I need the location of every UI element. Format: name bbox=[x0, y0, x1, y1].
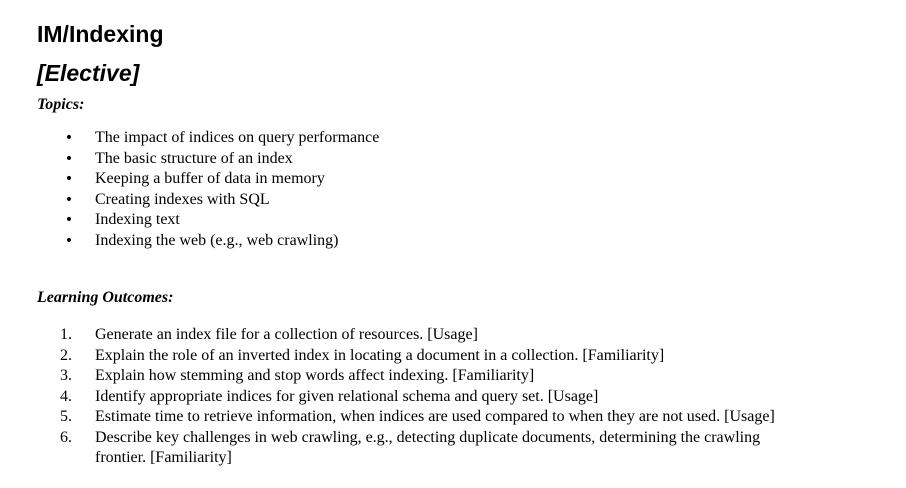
outcome-item bbox=[0, 366, 835, 387]
outcome-text: Explain the role of an inverted index in locating a document in a collection. [Familiarity] bbox=[95, 346, 665, 364]
topics-list bbox=[0, 128, 835, 251]
outcome-number: 5. bbox=[60, 408, 72, 425]
topic-item bbox=[0, 149, 835, 170]
topic-item bbox=[0, 231, 835, 252]
bullet-icon: • bbox=[64, 232, 74, 249]
outcome-number: 2. bbox=[60, 346, 72, 364]
page-title: IM/Indexing bbox=[37, 21, 164, 47]
bullet-icon: • bbox=[64, 212, 74, 228]
learning-outcomes-list bbox=[0, 325, 835, 469]
bullet-icon: • bbox=[64, 191, 74, 208]
topic-item bbox=[0, 210, 835, 231]
bullet-icon: • bbox=[64, 130, 74, 146]
bullet-icon: • bbox=[64, 150, 74, 167]
outcome-text: Generate an index file for a collection of resources. [Usage] bbox=[95, 326, 478, 343]
outcome-text: Describe key challenges in web crawling, e.g., detecting duplicate documents, determining the crawling frontier. [Familiarity] bbox=[95, 428, 761, 466]
outcome-item bbox=[0, 407, 835, 428]
outcome-item bbox=[0, 428, 835, 469]
topic-text: Indexing the web (e.g., web crawling) bbox=[95, 231, 339, 249]
topic-text: The impact of indices on query performance bbox=[95, 129, 380, 146]
learning-outcomes-heading: Learning Outcomes: bbox=[37, 289, 174, 306]
topic-item bbox=[0, 190, 835, 211]
outcome-number: 1. bbox=[60, 326, 72, 343]
outcome-number: 4. bbox=[60, 387, 72, 405]
outcome-number: 3. bbox=[60, 367, 72, 384]
topic-item bbox=[0, 169, 835, 190]
topic-text: Indexing text bbox=[95, 211, 180, 228]
outcome-text: Estimate time to retrieve information, when indices are used compared to when they are not used. [Usage] bbox=[95, 408, 775, 425]
topic-text: Keeping a buffer of data in memory bbox=[95, 170, 325, 187]
topic-text: The basic structure of an index bbox=[95, 149, 293, 167]
outcome-item bbox=[0, 387, 835, 408]
outcome-item bbox=[0, 346, 835, 367]
topics-heading: Topics: bbox=[37, 96, 85, 113]
topic-text: Creating indexes with SQL bbox=[95, 190, 270, 208]
topic-item bbox=[0, 128, 835, 149]
elective-label: [Elective] bbox=[37, 60, 140, 86]
bullet-icon: • bbox=[64, 171, 74, 187]
outcome-number: 6. bbox=[60, 428, 72, 446]
outcome-text: Explain how stemming and stop words affect indexing. [Familiarity] bbox=[95, 367, 535, 384]
outcome-item bbox=[0, 325, 835, 346]
outcome-text: Identify appropriate indices for given relational schema and query set. [Usage] bbox=[95, 387, 599, 405]
